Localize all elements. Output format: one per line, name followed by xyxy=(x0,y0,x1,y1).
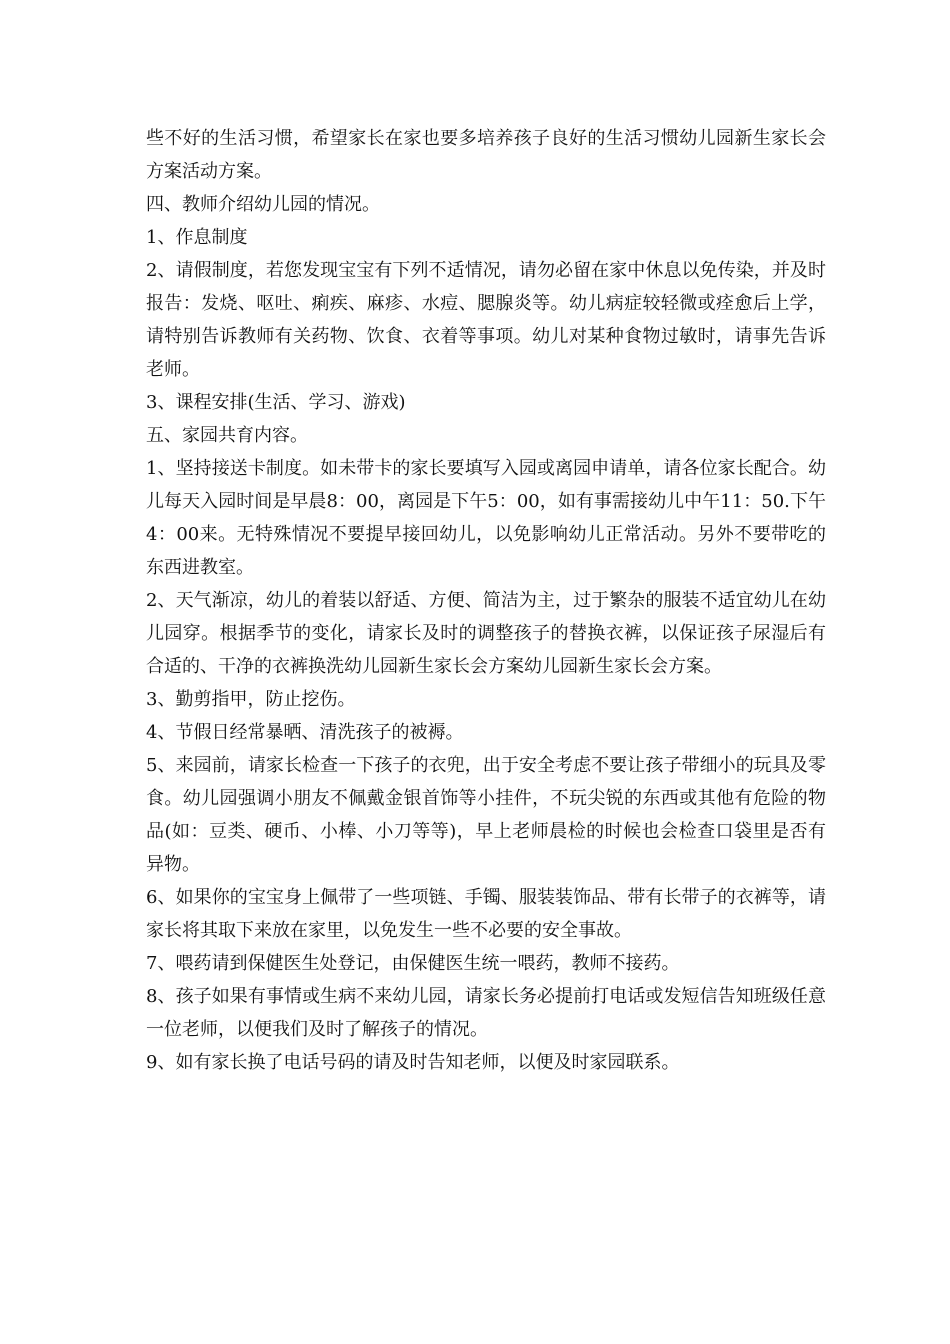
item-curriculum: 3、课程安排(生活、学习、游戏) xyxy=(146,392,406,413)
item-leave-policy: 2、请假制度，若您发现宝宝有下列不适情况，请勿必留在家中休息以免传染，并及时报告：发烧、呕吐、痢疾、麻疹、水痘、腮腺炎等。幼儿病症较轻微或痊愈后上学，请特别告诉教师有关药物、饮食、衣着等事项。幼儿对某种食物过敏时，请事先告诉老师。 xyxy=(146,260,826,380)
document-body xyxy=(146,122,826,1079)
heading-home-school-cooperation: 五、家园共育内容。 xyxy=(146,425,308,446)
heading-teacher-introduction: 四、教师介绍幼儿园的情况。 xyxy=(146,194,380,215)
item-absence-notice: 8、孩子如果有事情或生病不来幼儿园，请家长务必提前打电话或发短信告知班级任意一位老师，以便我们及时了解孩子的情况。 xyxy=(146,986,826,1040)
item-pickup-card: 1、坚持接送卡制度。如未带卡的家长要填写入园或离园申请单，请各位家长配合。幼儿每天入园时间是早晨8：00，离园是下午5：00，如有事需接幼儿中午11：50.下午4：00来。无特殊情况不要提早接回幼儿，以免影响幼儿正常活动。另外不要带吃的东西进教室。 xyxy=(146,458,826,578)
item-accessories: 6、如果你的宝宝身上佩带了一些项链、手镯、服装装饰品、带有长带子的衣裤等，请家长将其取下来放在家里，以免发生一些不必要的安全事故。 xyxy=(146,887,826,941)
paragraph-habits-continued: 些不好的生活习惯，希望家长在家也要多培养孩子良好的生活习惯幼儿园新生家长会方案活动方案。 xyxy=(146,128,826,182)
item-clothing: 2、天气渐凉，幼儿的着装以舒适、方便、简洁为主，过于繁杂的服装不适宜幼儿在幼儿园穿。根据季节的变化，请家长及时的调整孩子的替换衣裤，以保证孩子尿湿后有合适的、干净的衣裤换洗幼儿园新生家长会方案幼儿园新生家长会方案。 xyxy=(146,590,826,677)
item-pocket-check: 5、来园前，请家长检查一下孩子的衣兜，出于安全考虑不要让孩子带细小的玩具及零食。幼儿园强调小朋友不佩戴金银首饰等小挂件，不玩尖锐的东西或其他有危险的物品(如：豆类、硬币、小棒、小刀等等)，早上老师晨检的时候也会检查口袋里是否有异物。 xyxy=(146,755,826,875)
item-schedule: 1、作息制度 xyxy=(146,227,248,248)
item-bedding: 4、节假日经常暴晒、清洗孩子的被褥。 xyxy=(146,722,464,743)
item-medicine: 7、喂药请到保健医生处登记，由保健医生统一喂药，教师不接药。 xyxy=(146,953,680,974)
item-nails: 3、勤剪指甲，防止挖伤。 xyxy=(146,689,356,710)
item-phone-update: 9、如有家长换了电话号码的请及时告知老师，以便及时家园联系。 xyxy=(146,1052,680,1073)
